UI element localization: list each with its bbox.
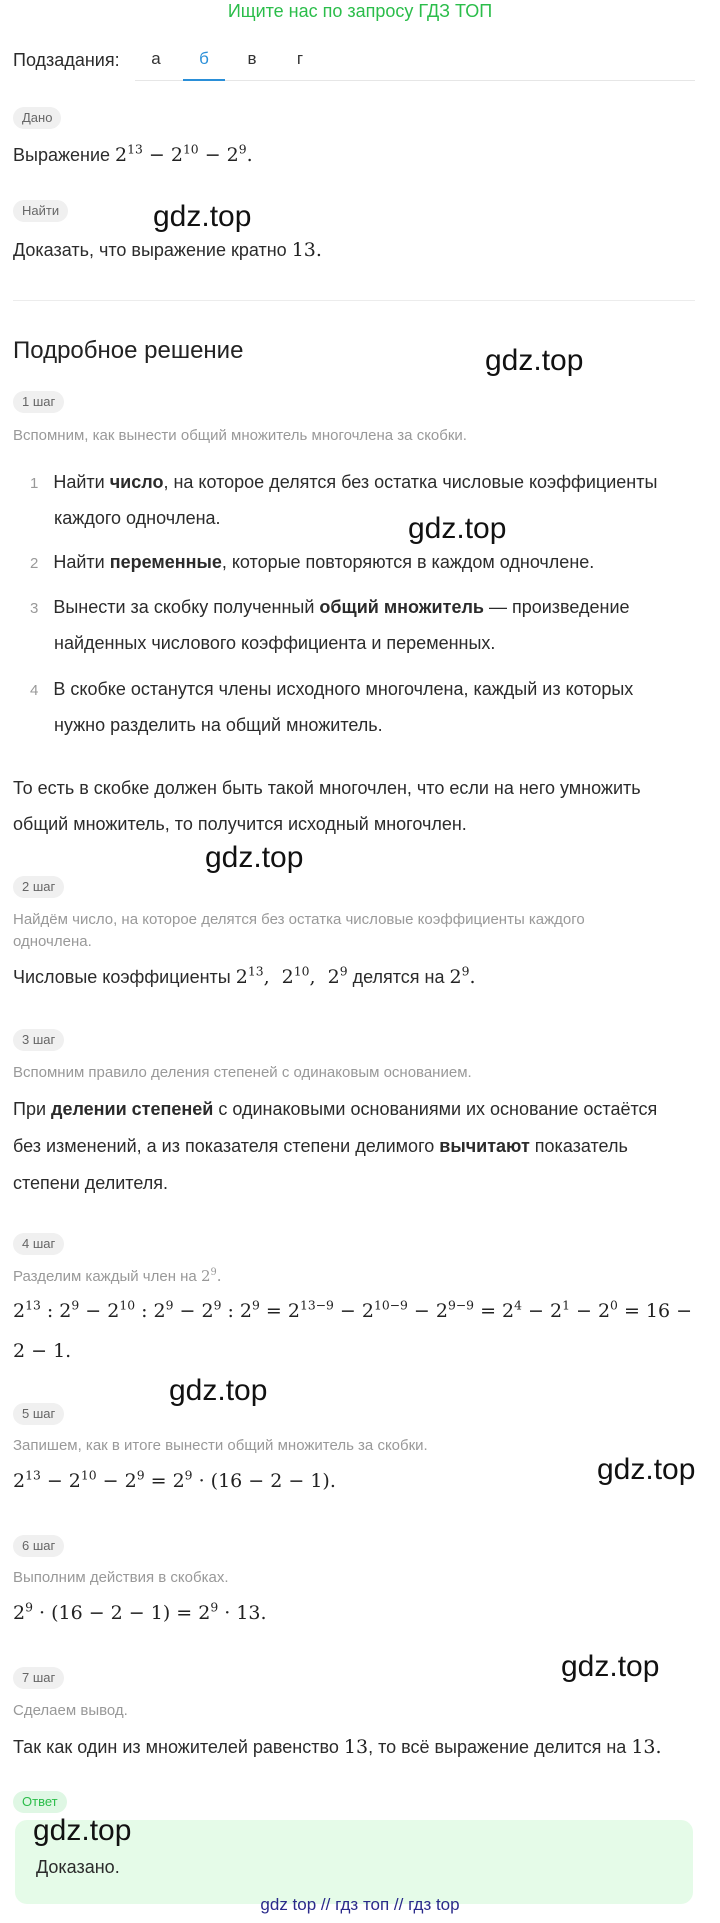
tab-a[interactable]: а xyxy=(151,49,161,68)
subtasks-label: Подзадания: xyxy=(13,50,120,70)
list-text: Вынести за скобку полученный xyxy=(53,597,320,617)
answer-chip: Ответ xyxy=(13,1791,67,1813)
step-6-hint: Выполним действия в скобках. xyxy=(13,1569,229,1586)
tab-b[interactable]: б xyxy=(183,40,225,81)
list-text: , на которое делятся без остатка числовые коэффициенты xyxy=(163,472,658,492)
given-prefix: Выражение xyxy=(13,145,111,165)
step-3-part: с одинаковыми основаниями их основание остаётся xyxy=(213,1099,658,1119)
step-6-chip: 6 шаг xyxy=(13,1535,64,1557)
list-number: 3 xyxy=(30,600,39,617)
step-3-bold: вычитают xyxy=(439,1136,530,1156)
step-2-coeffs: $2^{13}$, $2^{10}$, $2^9$ xyxy=(235,964,348,988)
step-1-chip: 1 шаг xyxy=(13,391,64,413)
step-4-formula: 2 − 1. xyxy=(13,1340,72,1362)
step-3-hint: Вспомним правило деления степеней с одинаковым основанием. xyxy=(13,1064,472,1081)
step-1-conclusion: То есть в скобке должен быть такой многочлен, что если на него умножить xyxy=(13,778,641,798)
subtask-tabs xyxy=(135,40,695,81)
list-item xyxy=(30,596,630,620)
list-bold: общий множитель xyxy=(319,597,484,617)
list-number: 4 xyxy=(30,682,39,699)
step-4-formula: $2^{13}$ : $2^9 - 2^{10}$ : $2^9 - 2^9$ : $2^9 = 2^{13-9} - 2^{10-9} - 2^{9-9} = 2^4 - 2^1 - 2^0 = 16$ − xyxy=(13,1298,693,1322)
tab-g[interactable]: г xyxy=(296,49,304,68)
list-bold: число xyxy=(109,472,164,492)
step-7-number: 13. xyxy=(631,1736,662,1758)
step-2-hint: Найдём число, на которое делятся без остатка числовые коэффициенты каждого xyxy=(13,911,585,928)
step-4-chip: 4 шаг xyxy=(13,1233,64,1255)
step-3-part: без изменений, а из показателя степени делимого xyxy=(13,1136,440,1156)
step-7-hint: Сделаем вывод. xyxy=(13,1702,128,1719)
step-7-number: 13 xyxy=(343,1736,369,1758)
step-7-text xyxy=(13,1736,662,1758)
given-text xyxy=(13,144,253,166)
step-2-text xyxy=(13,966,476,988)
watermark: gdz.top xyxy=(33,1814,132,1847)
list-text: нужно разделить на общий множитель. xyxy=(54,715,383,735)
find-number: 13. xyxy=(291,239,322,261)
step-1-conclusion: общий множитель, то получится исходный многочлен. xyxy=(13,814,467,834)
step-3-chip: 3 шаг xyxy=(13,1029,64,1051)
step-2-hint: одночлена. xyxy=(13,933,92,950)
watermark: gdz.top xyxy=(205,841,304,874)
list-text: — произведение xyxy=(483,597,630,617)
tab-v[interactable]: в xyxy=(247,49,257,68)
list-text: В скобке останутся члены исходного многочлена, каждый из которых xyxy=(53,679,634,699)
list-text: найденных числового коэффициента и переменных. xyxy=(54,633,496,653)
step-6-formula: $2^9 \cdot (16 - 2 - 1) = 2^9 \cdot 13$. xyxy=(13,1600,267,1624)
list-text: , которые повторяются в каждом одночлене. xyxy=(221,552,595,572)
step-2-label: Числовые коэффициенты xyxy=(13,967,231,987)
watermark: gdz.top xyxy=(597,1453,696,1486)
find-text xyxy=(13,239,322,261)
step-3-part: показатель xyxy=(529,1136,628,1156)
step-5-chip: 5 шаг xyxy=(13,1403,64,1425)
watermark: gdz.top xyxy=(408,512,507,545)
step-2-chip: 2 шаг xyxy=(13,876,64,898)
step-7-chip: 7 шаг xyxy=(13,1667,64,1689)
step-2-divisor: $2^9$. xyxy=(449,964,476,988)
list-item xyxy=(30,471,657,495)
find-label: Доказать, что выражение кратно xyxy=(13,240,287,260)
list-text: каждого одночлена. xyxy=(54,508,221,528)
step-5-formula: $2^{13} - 2^{10} - 2^9 = 2^9 \cdot (16 - 2 - 1)$. xyxy=(13,1468,336,1492)
list-item xyxy=(30,678,633,702)
list-bold: переменные xyxy=(109,552,222,572)
list-number: 2 xyxy=(30,555,39,572)
search-banner: Ищите нас по запросу ГДЗ ТОП xyxy=(227,1,493,21)
step-3-text xyxy=(13,1135,628,1157)
step-4-hint-math: $2^9$. xyxy=(200,1267,222,1285)
section-divider xyxy=(13,300,695,301)
list-item xyxy=(30,551,594,575)
watermark: gdz.top xyxy=(561,1650,660,1683)
answer-text: Доказано. xyxy=(36,1857,120,1877)
step-7-part: , то всё выражение делится на xyxy=(368,1737,627,1757)
step-3-bold: делении степеней xyxy=(51,1099,214,1119)
watermark: gdz.top xyxy=(485,344,584,377)
step-3-part: При xyxy=(13,1099,52,1119)
step-4-hint-text: Разделим каждый член на xyxy=(13,1268,197,1285)
footer-links[interactable]: gdz top // гдз топ // гдз top xyxy=(260,1895,460,1914)
list-number: 1 xyxy=(30,475,39,492)
list-text: Найти xyxy=(53,472,110,492)
step-4-hint xyxy=(13,1265,222,1288)
given-expression: $2^{13} - 2^{10} - 2^9$. xyxy=(115,142,253,166)
list-text: Найти xyxy=(53,552,110,572)
step-3-text: степени делителя. xyxy=(13,1173,168,1193)
step-1-hint: Вспомним, как вынести общий множитель многочлена за скобки. xyxy=(13,427,467,444)
watermark: gdz.top xyxy=(169,1374,268,1407)
step-3-text xyxy=(13,1098,657,1120)
solution-title: Подробное решение xyxy=(13,337,244,364)
step-7-part: Так как один из множителей равенство xyxy=(13,1737,339,1757)
given-chip: Дано xyxy=(13,107,61,129)
step-5-hint: Запишем, как в итоге вынести общий множитель за скобки. xyxy=(13,1437,428,1454)
find-chip: Найти xyxy=(13,200,68,222)
watermark: gdz.top xyxy=(153,200,252,233)
step-2-label: делятся на xyxy=(352,967,445,987)
